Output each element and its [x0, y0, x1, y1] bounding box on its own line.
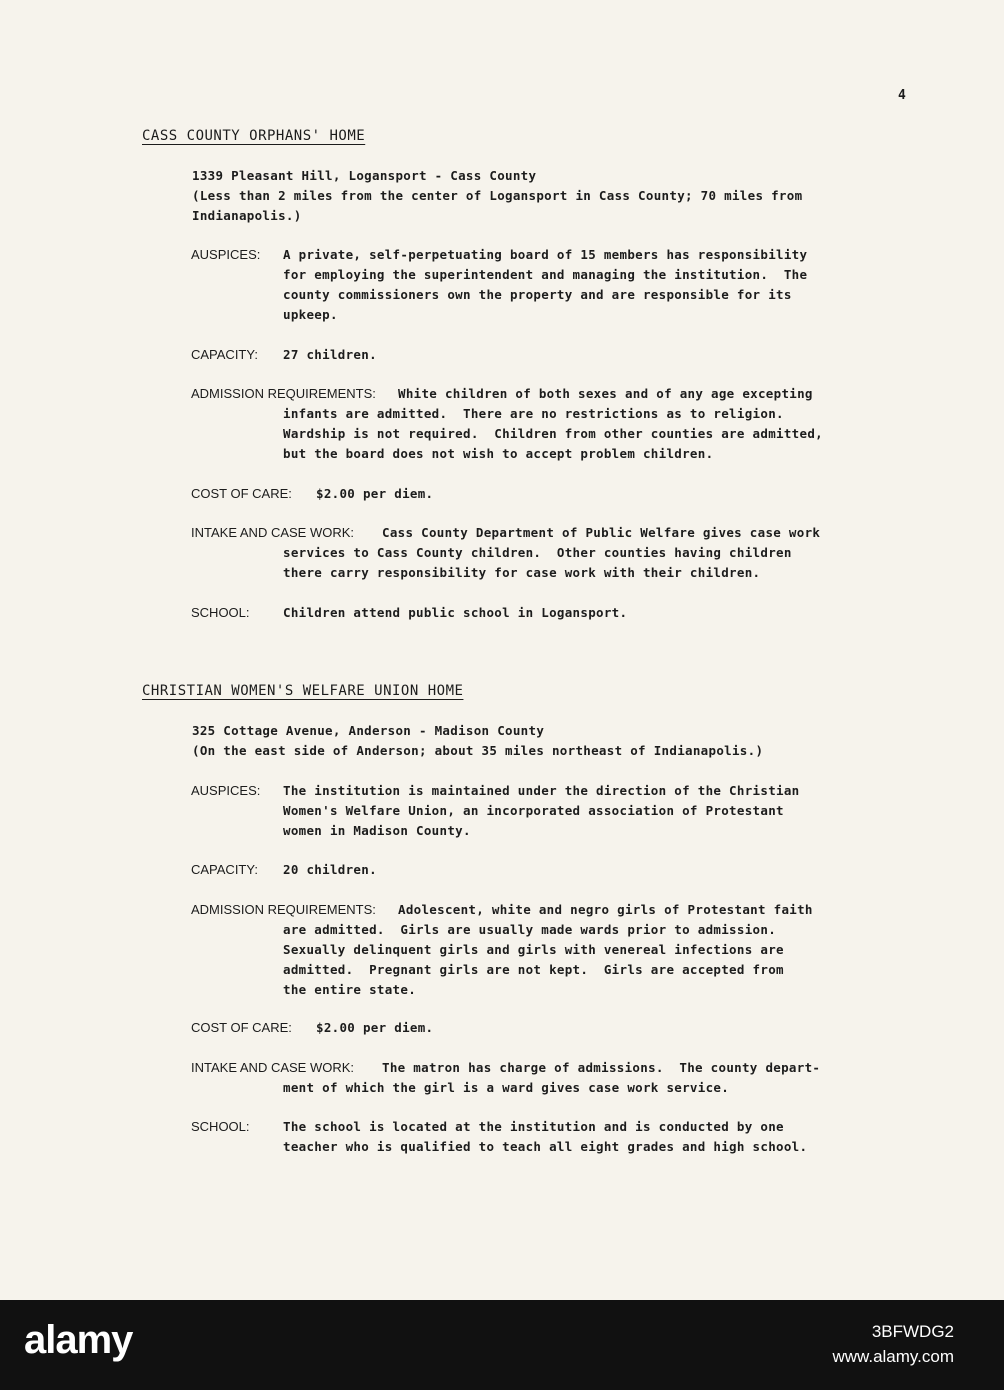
cost-value: $2.00 per diem. — [316, 486, 434, 501]
admission-line: White children of both sexes and of any age excepting — [398, 386, 813, 401]
admission-line: the entire state. — [283, 982, 417, 997]
auspices-line: The institution is maintained under the direction of the Christian — [283, 783, 800, 798]
capacity-value: 20 children. — [283, 862, 377, 877]
intake-line: there carry responsibility for case work with their children. — [283, 565, 761, 580]
section-title: CASS COUNTY ORPHANS' HOME — [142, 128, 366, 144]
address: 325 Cottage Avenue, Anderson - Madison County — [192, 723, 545, 738]
alamy-logo: alamy — [24, 1318, 133, 1362]
location-line: (Less than 2 miles from the center of Logansport in Cass County; 70 miles from — [192, 188, 803, 203]
auspices-line: for employing the superintendent and managing the institution. The — [283, 267, 808, 282]
auspices-label: AUSPICES: — [191, 783, 261, 798]
location-line: Indianapolis.) — [192, 208, 302, 223]
school-line: Children attend public school in Logansport. — [283, 605, 628, 620]
admission-line: are admitted. Girls are usually made wards prior to admission. — [283, 922, 777, 937]
admission-label: ADMISSION REQUIREMENTS: — [191, 902, 376, 917]
intake-line: ment of which the girl is a ward gives case work service. — [283, 1080, 730, 1095]
location-line: (On the east side of Anderson; about 35 miles northeast of Indianapolis.) — [192, 743, 764, 758]
admission-label: ADMISSION REQUIREMENTS: — [191, 386, 376, 401]
address: 1339 Pleasant Hill, Logansport - Cass County — [192, 168, 537, 183]
intake-line: The matron has charge of admissions. The county depart- — [382, 1060, 821, 1075]
admission-line: admitted. Pregnant girls are not kept. Girls are accepted from — [283, 962, 784, 977]
school-label: SCHOOL: — [191, 605, 250, 620]
section-title: CHRISTIAN WOMEN'S WELFARE UNION HOME — [142, 683, 464, 699]
admission-line: Adolescent, white and negro girls of Protestant faith — [398, 902, 813, 917]
site-url: www.alamy.com — [832, 1347, 954, 1366]
intake-line: Cass County Department of Public Welfare gives case work — [382, 525, 821, 540]
capacity-value: 27 children. — [283, 347, 377, 362]
admission-line: Sexually delinquent girls and girls with venereal infections are — [283, 942, 784, 957]
cost-label: COST OF CARE: — [191, 1020, 292, 1035]
capacity-label: CAPACITY: — [191, 347, 258, 362]
auspices-line: county commissioners own the property and are responsible for its — [283, 287, 792, 302]
capacity-label: CAPACITY: — [191, 862, 258, 877]
cost-label: COST OF CARE: — [191, 486, 292, 501]
intake-line: services to Cass County children. Other counties having children — [283, 545, 792, 560]
image-id: 3BFWDG2 — [871, 1322, 954, 1341]
admission-line: but the board does not wish to accept problem children. — [283, 446, 714, 461]
admission-line: Wardship is not required. Children from other counties are admitted, — [283, 426, 823, 441]
auspices-line: upkeep. — [283, 307, 338, 322]
auspices-line: women in Madison County. — [283, 823, 471, 838]
watermark-footer — [0, 1300, 1004, 1390]
admission-line: infants are admitted. There are no restrictions as to religion. — [283, 406, 784, 421]
school-line: The school is located at the institution and is conducted by one — [283, 1119, 784, 1134]
intake-label: INTAKE AND CASE WORK: — [191, 1060, 355, 1075]
school-label: SCHOOL: — [191, 1119, 250, 1134]
school-line: teacher who is qualified to teach all eight grades and high school. — [283, 1139, 808, 1154]
auspices-line: Women's Welfare Union, an incorporated association of Protestant — [283, 803, 784, 818]
intake-label: INTAKE AND CASE WORK: — [191, 525, 355, 540]
cost-value: $2.00 per diem. — [316, 1020, 434, 1035]
auspices-label: AUSPICES: — [191, 247, 261, 262]
auspices-line: A private, self-perpetuating board of 15 members has responsibility — [283, 247, 808, 262]
page-number: 4 — [898, 88, 906, 103]
